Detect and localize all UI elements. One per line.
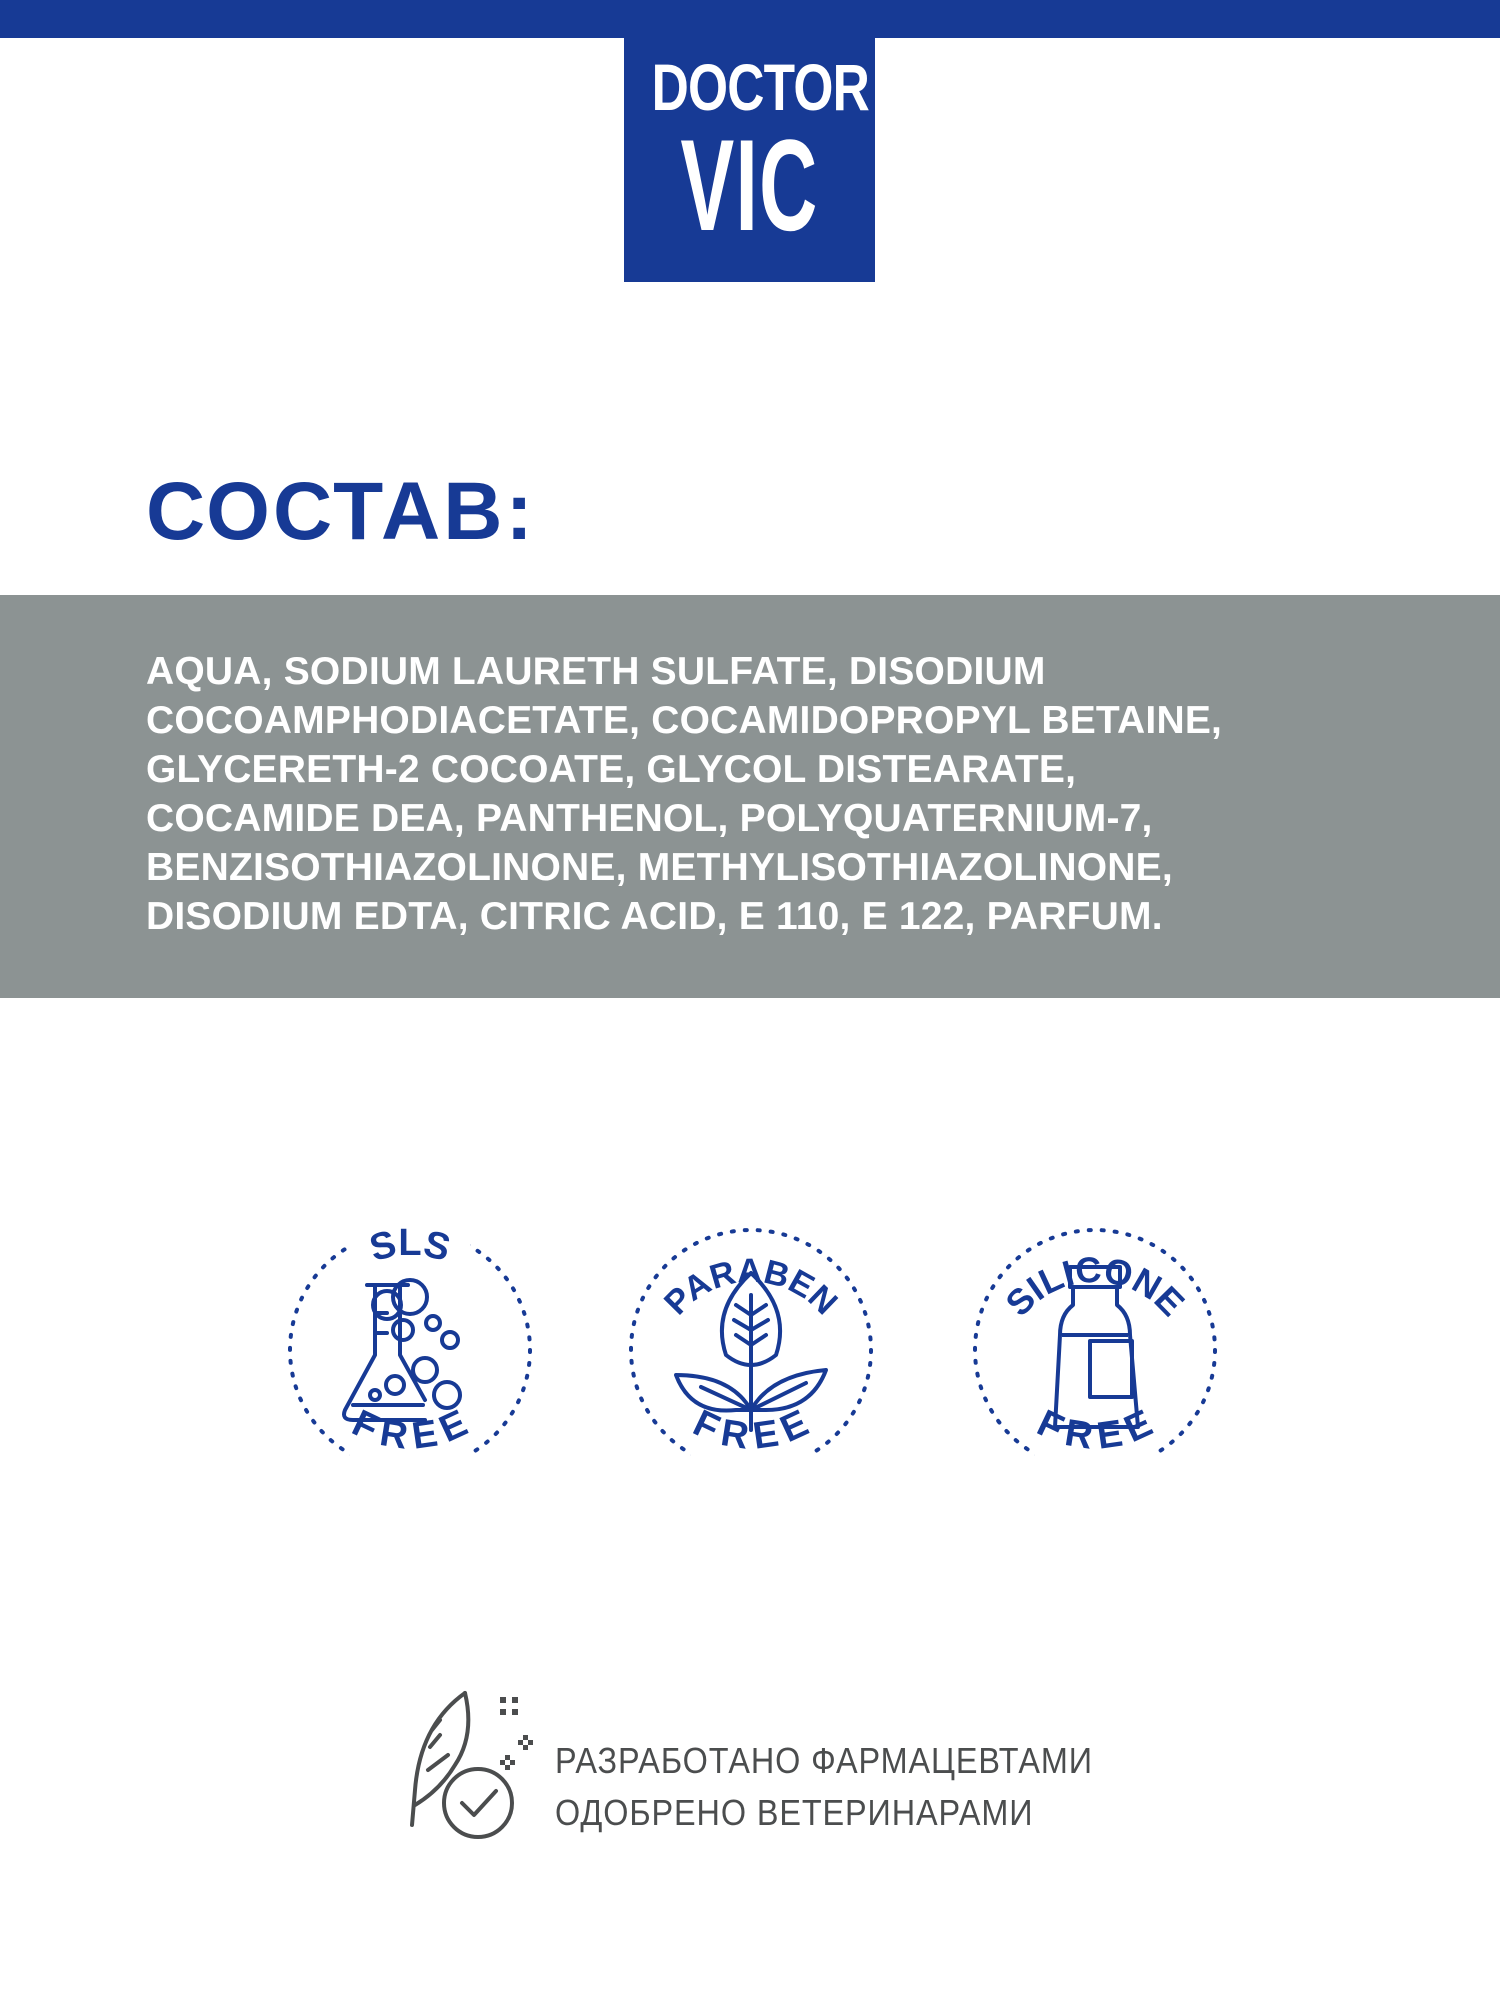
badge-top-label: SLS [365,1222,455,1270]
svg-text:SLS [365,1222,454,1270]
sls-free-badge [275,1205,545,1495]
badge-top-label: SILICONE [997,1248,1193,1324]
badge-bottom-label: FREE [345,1402,474,1458]
footer-text [555,1735,1093,1839]
footer-line2: ОДОБРЕНО ВЕТЕРИНАРАМИ [555,1792,1034,1833]
ingredients-line: GLYCERETH-2 COCOATE, GLYCOL DISTEARATE, [146,748,1077,791]
brand-logo [624,0,875,282]
badge-bottom-label: FREE [686,1402,815,1458]
ingredients-line: COCAMIDE DEA, PANTHENOL, POLYQUATERNIUM-7, [146,797,1153,840]
silicone-free-badge [960,1205,1230,1495]
ingredients-line: AQUA, SODIUM LAURETH SULFATE, DISODIUM [146,650,1046,693]
badge-bottom-label: FREE [1030,1402,1159,1458]
feather-check-icon [400,1685,550,1855]
paraben-free-badge [616,1205,886,1495]
ingredients-text [146,647,1406,941]
ingredients-line: COCOAMPHODIACETATE, COCAMIDOPROPYL BETAINE, [146,699,1223,742]
brand-logo-line1: DOCTOR [651,50,870,124]
composition-heading: СОСТАВ: [146,466,536,557]
ingredients-line: DISODIUM EDTA, CITRIC ACID, E 110, E 122, PARFUM. [146,895,1163,938]
flask-bubbles-icon [344,1280,460,1420]
brand-logo-line2: VIC [680,112,819,258]
badge-top-label: PARABEN [657,1251,845,1323]
ingredients-line: BENZISOTHIAZOLINONE, METHYLISOTHIAZOLINONE, [146,846,1173,889]
footer-approval [400,1685,1120,1855]
footer-line1: РАЗРАБОТАНО ФАРМАЦЕВТАМИ [555,1740,1093,1781]
